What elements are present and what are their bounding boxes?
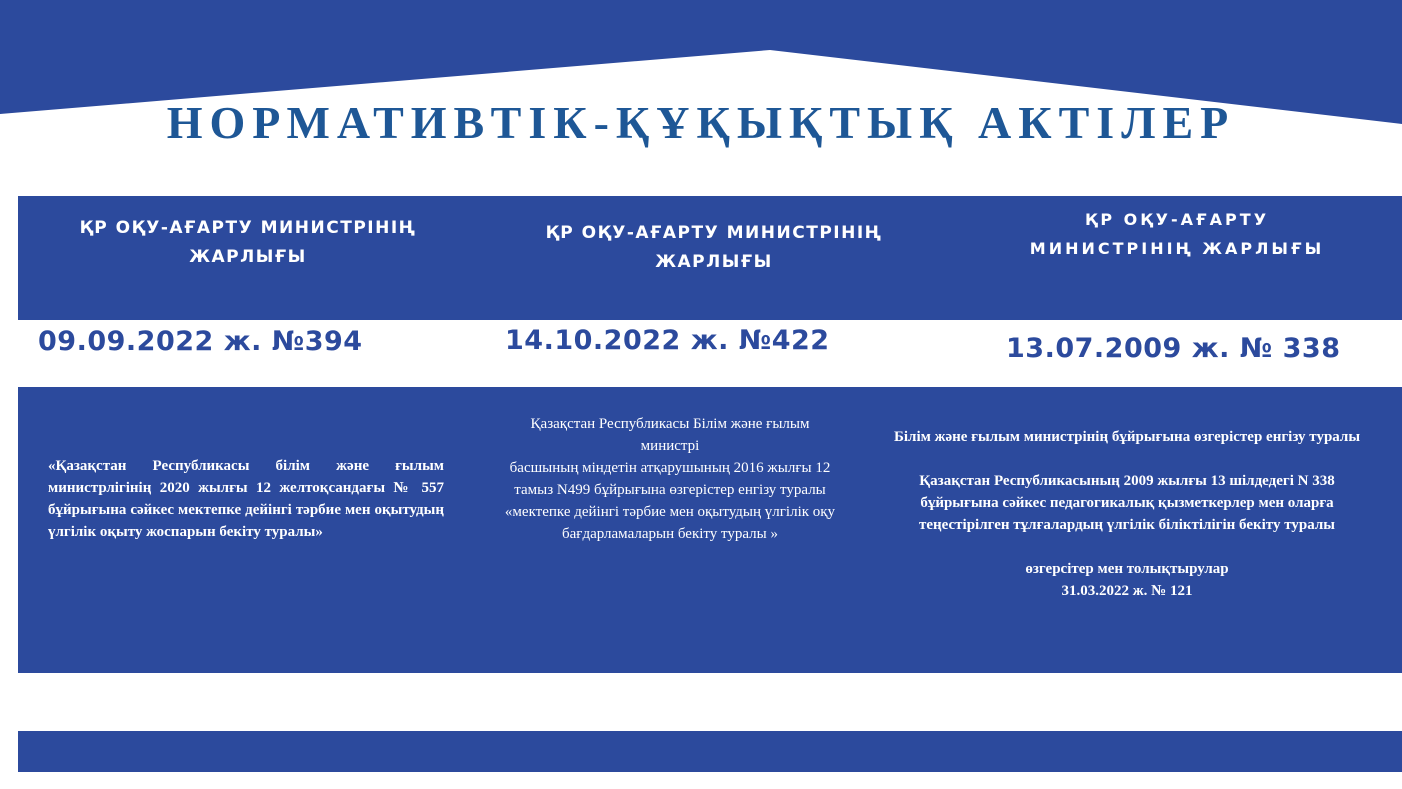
column-2-line-3: «мектепке дейінгі тәрбие мен оқытудың үлгілік оқу бағдарламаларын бекіту туралы »	[504, 504, 836, 542]
column-3-amendment-date: 31.03.2022 ж. № 121	[1061, 583, 1193, 599]
column-2-line-1: Қазақстан Республикасы Білім және ғылым министрі	[530, 416, 810, 454]
column-3-date: 13.07.2009 ж. № 338	[1006, 333, 1341, 364]
column-3-description	[884, 426, 1370, 602]
column-3-heading: Білім және ғылым министрінің бұйрығына өзгерістер енгізу туралы	[893, 429, 1361, 445]
column-3-body: Қазақстан Республикасының 2009 жылғы 13 шілдедегі N 338 бұйрығына сәйкес педагогикалық қызметкерлер мен оларға теңестірілген тұлғалардың үлгілік біліктілігін бекіту туралы	[919, 473, 1335, 533]
column-1-description: «Қазақстан Республикасы білім және ғылым министрлігінің 2020 жылғы 12 желтоқсандағы № 557 бұйрығына сәйкес мектепке дейінгі тәрбие мен оқытудың үлгілік оқыту жоспарын бекіту туралы»	[48, 458, 444, 540]
footer-band	[18, 731, 1402, 772]
column-1-date: 09.09.2022 ж. №394	[38, 326, 363, 357]
column-2-line-2: басшының міндетін атқарушының 2016 жылғы 12 тамыз N499 бұйрығына өзгерістер енгізу туралы	[509, 460, 831, 498]
column-3-amendments: өзгерсітер мен толықтырулар	[1025, 561, 1229, 577]
column-3-issuer: ҚР ОҚУ-АҒАРТУ МИНИСТРІНІҢ ЖАРЛЫҒЫ	[1029, 210, 1325, 258]
column-1-issuer: ҚР ОҚУ-АҒАРТУ МИНИСТРІНІҢ ЖАРЛЫҒЫ	[79, 218, 417, 267]
column-2-description	[500, 413, 840, 545]
column-2-issuer: ҚР ОҚУ-АҒАРТУ МИНИСТРІНІҢ ЖАРЛЫҒЫ	[545, 223, 883, 272]
page-title: НОРМАТИВТІК-ҚҰҚЫҚТЫҚ АКТІЛЕР	[166, 97, 1236, 148]
column-2-date: 14.10.2022 ж. №422	[505, 325, 830, 356]
